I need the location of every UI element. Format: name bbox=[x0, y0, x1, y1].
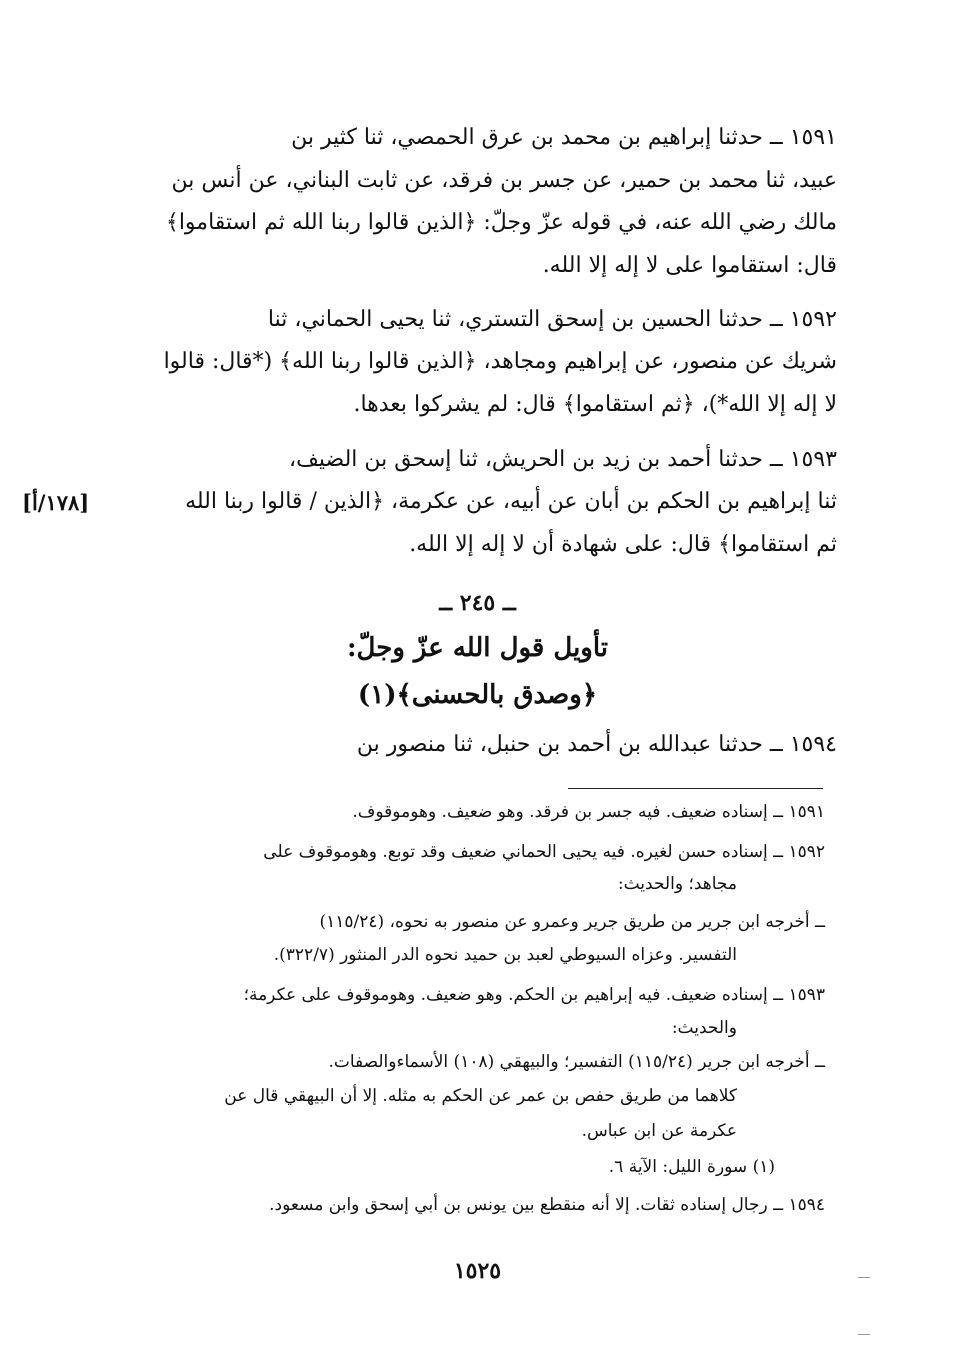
footnote-1593-line: والحديث: bbox=[671, 1018, 737, 1038]
footnote-1593-line: ــ أخرجه ابن جرير (١١٥/٢٤) التفسير؛ والبيهقي (١٠٨) الأسماءوالصفات. bbox=[328, 1052, 825, 1072]
hadith-line: ١٥٩١ ــ حدثنا إبراهيم بن محمد بن عرق الحمصي، ثنا كثير بن bbox=[291, 125, 837, 150]
hadith-line: عبيد، ثنا محمد بن حمير، عن جسر بن فرقد، عن ثابت البناني، عن أنس بن bbox=[171, 168, 837, 193]
hadith-line: مالك رضي الله عنه، في قوله عزّ وجلّ: ﴿الذين قالوا ربنا الله ثم استقاموا﴾ bbox=[165, 210, 837, 235]
hadith-line: ١٥٩٢ ــ حدثنا الحسين بن إسحق التستري، ثنا يحيى الحماني، ثنا bbox=[267, 307, 837, 332]
hadith-line: لا إله إلا الله*)، ﴿ثم استقاموا﴾ قال: لم يشركوا بعدها. bbox=[353, 392, 837, 417]
footnote-1592-line: ١٥٩٢ ــ إسناده حسن لغيره. فيه يحيى الحماني ضعيف وقد توبع. وهوموقوف على bbox=[263, 842, 825, 862]
hadith-1594-line: ١٥٩٤ ــ حدثنا عبدالله بن أحمد بن حنبل، ثنا منصور بن bbox=[356, 732, 837, 757]
footnote-1592-line: التفسير. وعزاه السيوطي لعبد بن حميد نحوه الدر المنثور (٣٢٢/٧). bbox=[273, 945, 737, 965]
section-title: تأويل قول الله عزّ وجلّ: bbox=[346, 633, 609, 663]
footnote-1593-line: كلاهما من طريق حفص بن عمر عن الحكم به مثله. إلا أن البيهقي قال عن bbox=[224, 1086, 737, 1106]
footnote-1593-line: عكرمة عن ابن عباس. bbox=[581, 1121, 737, 1141]
hadith-line: قال: استقاموا على لا إله إلا الله. bbox=[542, 253, 837, 278]
footnote-1592-line: مجاهد؛ والحديث: bbox=[617, 874, 737, 894]
footnote-1593-line: ١٥٩٣ ــ إسناده ضعيف. فيه إبراهيم بن الحكم. وهو ضعيف. وهوموقوف على عكرمة؛ bbox=[243, 985, 825, 1005]
scan-mark bbox=[858, 1334, 870, 1335]
hadith-line: ثم استقاموا﴾ قال: على شهادة أن لا إله إلا الله. bbox=[409, 532, 837, 557]
hadith-line: ١٥٩٣ ــ حدثنا أحمد بن زيد بن الحريش، ثنا إسحق بن الضيف، bbox=[289, 447, 837, 472]
hadith-line: شريك عن منصور، عن إبراهيم ومجاهد، ﴿الذين قالوا ربنا الله﴾ (*قال: قالوا bbox=[163, 349, 837, 374]
page-number: ١٥٢٥ bbox=[453, 1258, 502, 1284]
manuscript-folio-marker: [١٧٨/أ] bbox=[22, 490, 90, 515]
section-number: ــ ٢٤٥ ــ bbox=[439, 590, 516, 616]
footnote-separator bbox=[568, 788, 823, 789]
footnote-1591: ١٥٩١ ــ إسناده ضعيف. فيه جسر بن فرقد. وهو ضعيف. وهوموقوف. bbox=[352, 802, 825, 822]
section-verse: ﴿وصدق بالحسنى﴾(١) bbox=[357, 680, 598, 710]
hadith-line: ثنا إبراهيم بن الحكم بن أبان عن أبيه، عن عكرمة، ﴿الذين / قالوا ربنا الله bbox=[185, 489, 837, 514]
footnote-verse-reference: (١) سورة الليل: الآية ٦. bbox=[608, 1157, 775, 1177]
footnote-1592-line: ــ أخرجه ابن جرير من طريق جرير وعمرو عن منصور به نحوه، (١١٥/٢٤) bbox=[319, 912, 825, 932]
footnote-1594: ١٥٩٤ ــ رجال إسناده ثقات. إلا أنه منقطع بين يونس بن أبي إسحق وابن مسعود. bbox=[269, 1195, 825, 1215]
scan-mark bbox=[858, 1277, 870, 1278]
